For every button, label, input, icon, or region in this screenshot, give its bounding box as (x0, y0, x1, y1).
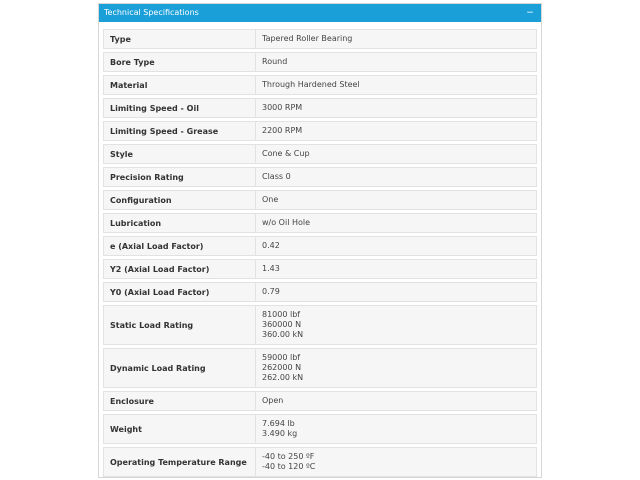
spec-label: Configuration (103, 190, 255, 210)
spec-label: e (Axial Load Factor) (103, 236, 255, 256)
spec-value-line: 0.42 (262, 241, 280, 250)
spec-value-line: -40 to 120 ºC (262, 462, 316, 471)
spec-label: Operating Temperature Range (103, 447, 255, 477)
spec-value-line: Class 0 (262, 172, 291, 181)
spec-row (103, 121, 537, 141)
spec-value-line: Tapered Roller Bearing (262, 34, 353, 43)
spec-label: Enclosure (103, 391, 255, 411)
spec-value (255, 98, 537, 118)
spec-value (255, 348, 537, 388)
spec-row (103, 98, 537, 118)
spec-value-line: 360.00 kN (262, 330, 304, 339)
spec-value-line: Through Hardened Steel (262, 80, 360, 89)
spec-row (103, 29, 537, 49)
spec-row (103, 213, 537, 233)
spec-label: Weight (103, 414, 255, 444)
spec-value-line: w/o Oil Hole (262, 218, 311, 227)
spec-value-line: Cone & Cup (262, 149, 310, 158)
spec-label: Y0 (Axial Load Factor) (103, 282, 255, 302)
spec-value (255, 190, 537, 210)
spec-value (255, 52, 537, 72)
spec-value-line: 0.79 (262, 287, 280, 296)
spec-row (103, 391, 537, 411)
panel-title: Technical Specifications (104, 8, 199, 17)
spec-row (103, 236, 537, 256)
collapse-icon[interactable]: − (526, 8, 534, 18)
spec-value-line: 59000 lbf (262, 353, 301, 362)
spec-row (103, 190, 537, 210)
spec-row (103, 259, 537, 279)
spec-value-line: -40 to 250 ºF (262, 452, 315, 461)
spec-label: Type (103, 29, 255, 49)
spec-value-line: Open (262, 396, 284, 405)
spec-row (103, 282, 537, 302)
spec-value (255, 414, 537, 444)
technical-specifications-panel (98, 3, 542, 478)
spec-value (255, 213, 537, 233)
spec-label: Lubrication (103, 213, 255, 233)
spec-label: Material (103, 75, 255, 95)
spec-value-line: 81000 lbf (262, 310, 301, 319)
spec-value (255, 144, 537, 164)
spec-row (103, 52, 537, 72)
spec-label: Precision Rating (103, 167, 255, 187)
spec-value-line: 3000 RPM (262, 103, 303, 112)
spec-table (103, 26, 537, 480)
spec-value (255, 236, 537, 256)
spec-value (255, 259, 537, 279)
spec-value-line: One (262, 195, 279, 204)
spec-value-line: 7.694 lb (262, 419, 295, 428)
spec-value (255, 305, 537, 345)
spec-label: Y2 (Axial Load Factor) (103, 259, 255, 279)
spec-row (103, 348, 537, 388)
spec-value-line: 3.490 kg (262, 429, 298, 438)
spec-row (103, 447, 537, 477)
spec-label: Static Load Rating (103, 305, 255, 345)
spec-row (103, 144, 537, 164)
spec-label: Bore Type (103, 52, 255, 72)
spec-row (103, 305, 537, 345)
spec-label: Limiting Speed - Grease (103, 121, 255, 141)
spec-row (103, 414, 537, 444)
spec-row (103, 75, 537, 95)
spec-value-line: 262.00 kN (262, 373, 304, 382)
spec-value-line: 2200 RPM (262, 126, 303, 135)
spec-value (255, 121, 537, 141)
spec-value-line: 1.43 (262, 264, 280, 273)
spec-value-line: 360000 N (262, 320, 302, 329)
spec-label: Dynamic Load Rating (103, 348, 255, 388)
spec-label: Style (103, 144, 255, 164)
spec-value (255, 75, 537, 95)
spec-value-line: 262000 N (262, 363, 302, 372)
spec-label: Limiting Speed - Oil (103, 98, 255, 118)
spec-value (255, 391, 537, 411)
spec-value (255, 29, 537, 49)
panel-header[interactable] (99, 4, 541, 22)
spec-value (255, 447, 537, 477)
spec-value (255, 282, 537, 302)
spec-value-line: Round (262, 57, 288, 66)
spec-row (103, 167, 537, 187)
spec-value (255, 167, 537, 187)
